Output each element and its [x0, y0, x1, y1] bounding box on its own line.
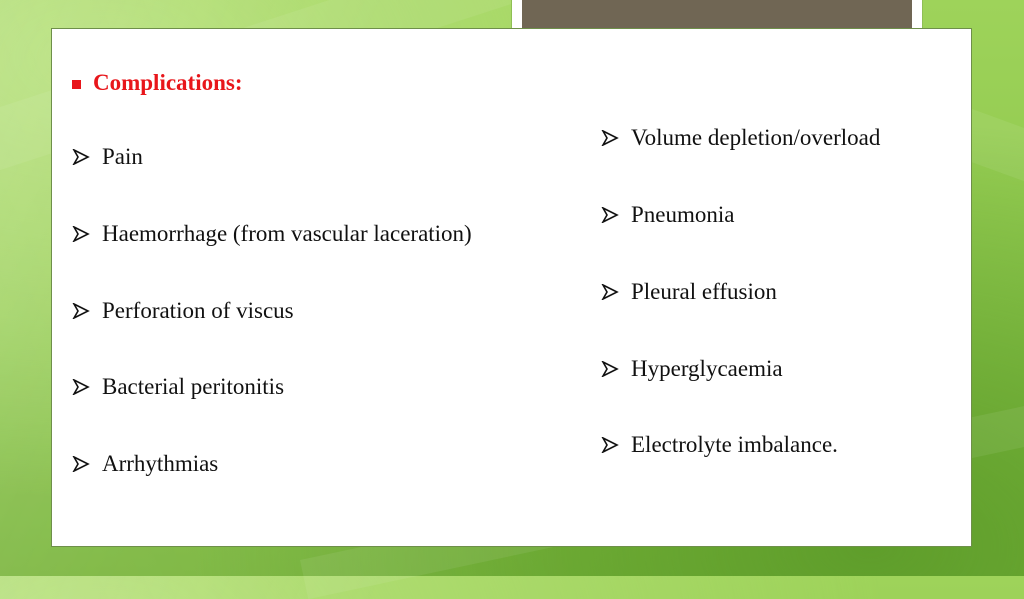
arrow-bullet-icon [601, 130, 619, 146]
list-item-label: Perforation of viscus [102, 298, 294, 323]
list-item-label: Pleural effusion [631, 279, 777, 304]
list-item-label: Volume depletion/overload [631, 125, 881, 150]
list-item-label: Pain [102, 144, 143, 169]
list-item [601, 430, 838, 460]
list-item-label: Electrolyte imbalance. [631, 432, 838, 457]
list-item [72, 296, 294, 326]
list-item-label: Haemorrhage (from vascular laceration) [102, 221, 472, 246]
section-heading [72, 70, 243, 96]
arrow-bullet-icon [72, 379, 90, 395]
list-item-label: Hyperglycaemia [631, 356, 783, 381]
arrow-bullet-icon [601, 284, 619, 300]
list-item [601, 123, 880, 153]
arrow-bullet-icon [601, 437, 619, 453]
arrow-bullet-icon [72, 303, 90, 319]
list-item [72, 142, 143, 172]
square-bullet-icon [72, 80, 81, 89]
list-item-label: Pneumonia [631, 202, 735, 227]
arrow-bullet-icon [72, 456, 90, 472]
list-item [601, 354, 783, 384]
list-item [72, 219, 472, 249]
list-item [601, 277, 777, 307]
section-heading-text: Complications: [93, 70, 243, 95]
list-item [72, 449, 218, 479]
arrow-bullet-icon [72, 226, 90, 242]
arrow-bullet-icon [601, 361, 619, 377]
list-item-label: Arrhythmias [102, 451, 219, 476]
arrow-bullet-icon [601, 207, 619, 223]
list-item [601, 200, 735, 230]
list-item [72, 372, 284, 402]
list-item-label: Bacterial peritonitis [102, 374, 285, 399]
arrow-bullet-icon [72, 149, 90, 165]
